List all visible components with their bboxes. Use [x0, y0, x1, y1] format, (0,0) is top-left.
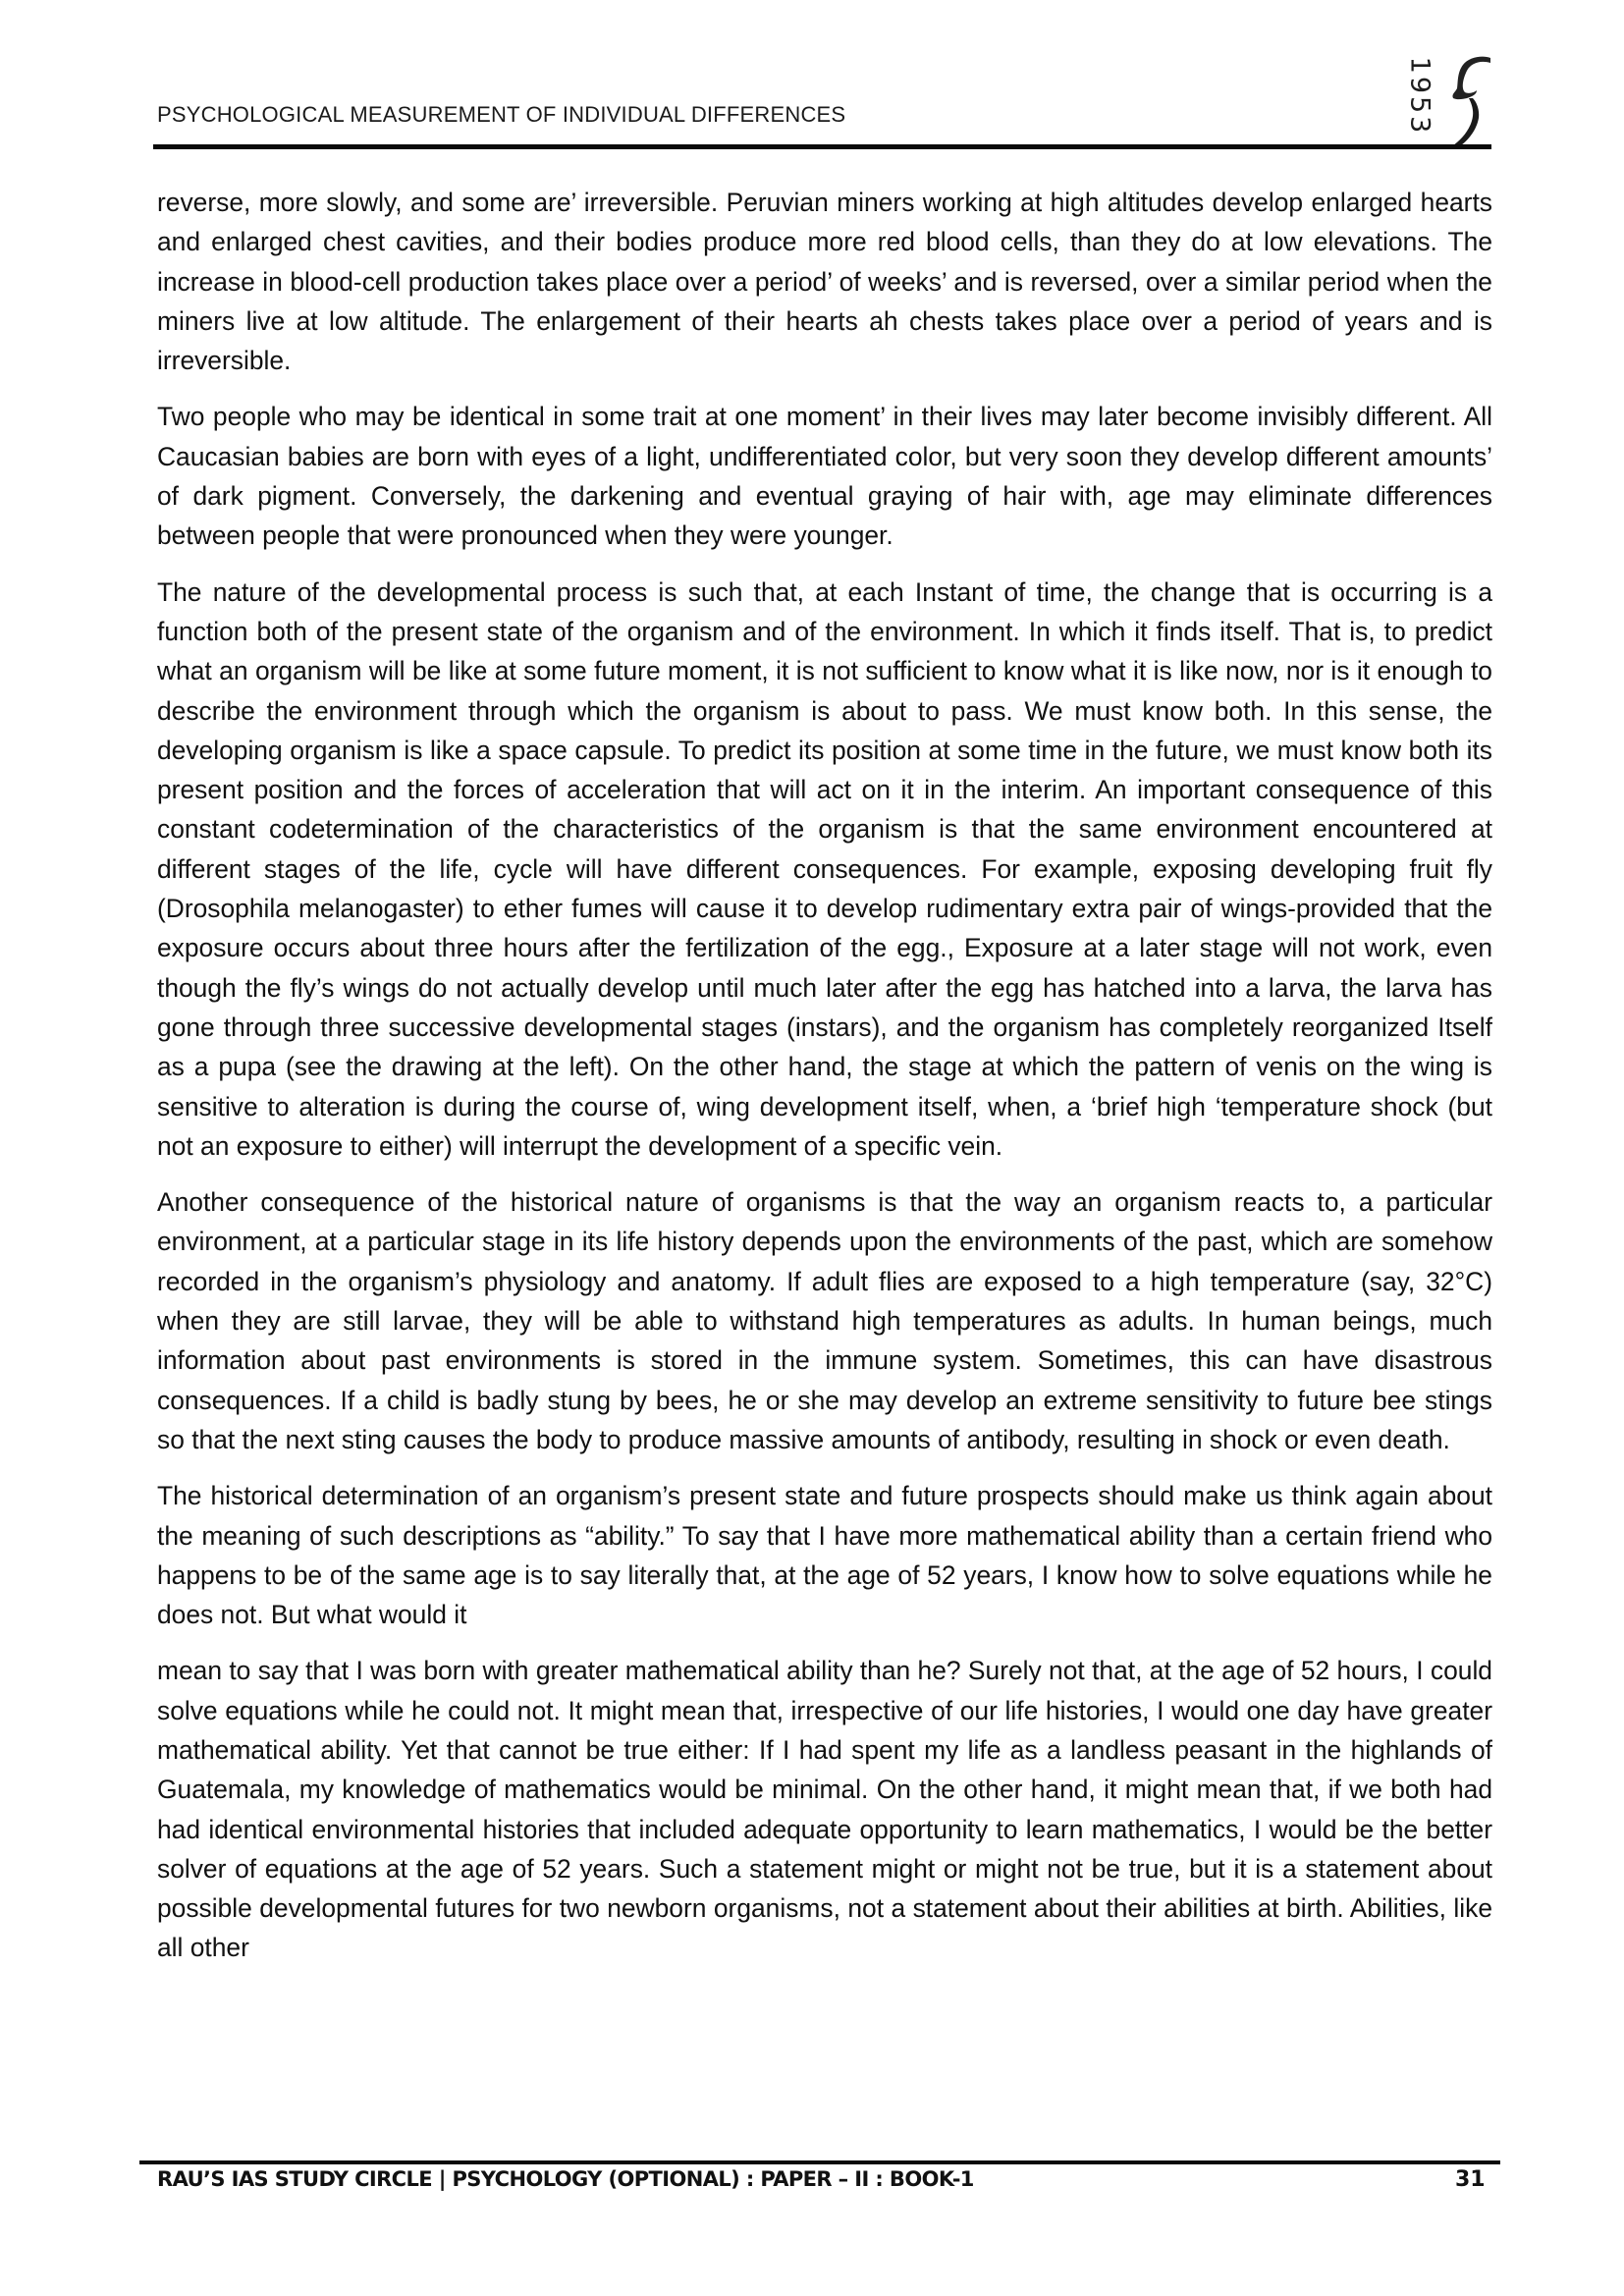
- running-header-title: PSYCHOLOGICAL MEASUREMENT OF INDIVIDUAL DIFFERENCES: [157, 102, 846, 127]
- body-text: [157, 183, 1492, 1985]
- logo-year: 1953: [1404, 56, 1435, 137]
- paragraph: Two people who may be identical in some trait at one moment’ in their lives may later become invisibly different. All Caucasian babies are born with eyes of a light, undifferentiated color, but very soon they develop different amounts’ of dark pigment. Conversely, the darkening and eventual graying of hair with, age may eliminate differences between people that were pronounced when they were younger.: [157, 402, 1492, 551]
- paragraph: reverse, more slowly, and some are’ irreversible. Peruvian miners working at high altitudes develop enlarged hearts and enlarged chest cavities, and their bodies produce more red blood cells, than they do at low elevations. The increase in blood-cell production takes place over a period’ of weeks’ and is reversed, over a similar period when the miners live at low altitude. The enlargement of their hearts ah chests takes place over a period of years and is irreversible.: [157, 188, 1492, 376]
- paragraph: mean to say that I was born with greater mathematical ability than he? Surely not that, at the age of 52 hours, I could solve equations while he could not. It might mean that, irrespective of our life histories, I would one day have greater mathematical ability. Yet that cannot be true either: If I had spent my life as a landless peasant in the highlands of Guatemala, my knowledge of mathematics would be minimal. On the other hand, it might mean that, if we both had had identical environmental histories that included adequate opportunity to learn mathematics, I would be the better solver of equations at the age of 52 years. Such a statement might or might not be true, but it is a statement about possible developmental futures for two newborn organisms, not a statement about their abilities at birth. Abilities, like all other: [157, 1656, 1492, 1963]
- paragraph: The nature of the developmental process is such that, at each Instant of time, the change that is occurring is a function both of the present state of the organism and of the environment. In which it finds itself. That is, to predict what an organism will be like at some future moment, it is not sufficient to know what it is like now, nor is it enough to describe the environment through which the organism is about to pass. We must know both. In this sense, the developing organism is like a space capsule. To predict its position at some time in the future, we must know both its present position and the forces of acceleration that will act on it in the interim. An important consequence of this constant codetermination of the characteristics of the organism is that the same environment encountered at different stages of the life, cycle will have different consequences. For example, exposing developing fruit fly (Drosophila melanogaster) to ether fumes will cause it to develop rudimentary extra pair of wings-provided that the exposure occurs about three hours after the fertilization of the egg., Exposure at a later stage will not work, even though the fly’s wings do not actually develop until much later after the egg has hatched into a larva, the larva has gone through three successive developmental stages (instars), and the organism has completely reorganized Itself as a pupa (see the drawing at the left). On the other hand, the stage at which the pattern of venis on the wing is sensitive to alteration is during the course of, wing development itself, when, a ‘brief high ‘temperature shock (but not an exposure to either) will interrupt the development of a specific vein.: [157, 576, 1492, 1161]
- footer-rule: [139, 2160, 1500, 2164]
- paragraph: The historical determination of an organism’s present state and future prospects should make us think again about the meaning of such descriptions as “ability.” To say that I have more mathematical ability than a certain friend who happens to be of the same age is to say literally that, at the age of 52 years, I know how to solve equations while he does not. But what would it: [157, 1481, 1492, 1630]
- paragraph: Another consequence of the historical nature of organisms is that the way an organism reacts to, a particular environment, at a particular stage in its life history depends upon the environments of the past, which are somehow recorded in the organism’s physiology and anatomy. If adult flies are exposed to a high temperature (say, 32°C) when they are still larvae, they will be able to withstand high temperatures as adults. In human beings, much information about past environments is stored in the immune system. Sometimes, this can have disastrous consequences. If a child is badly stung by bees, he or she may develop an extreme sensitivity to future bee stings so that the next sting causes the body to produce massive amounts of antibody, resulting in shock or even death.: [157, 1187, 1492, 1454]
- header-rule: [153, 144, 1491, 149]
- footer-title: RAU’S IAS STUDY CIRCLE | PSYCHOLOGY (OPTIONAL) : PAPER – II : BOOK-1: [157, 2167, 974, 2191]
- calligraphic-emblem-icon: [1447, 55, 1496, 147]
- page-number: 31: [1455, 2167, 1486, 2192]
